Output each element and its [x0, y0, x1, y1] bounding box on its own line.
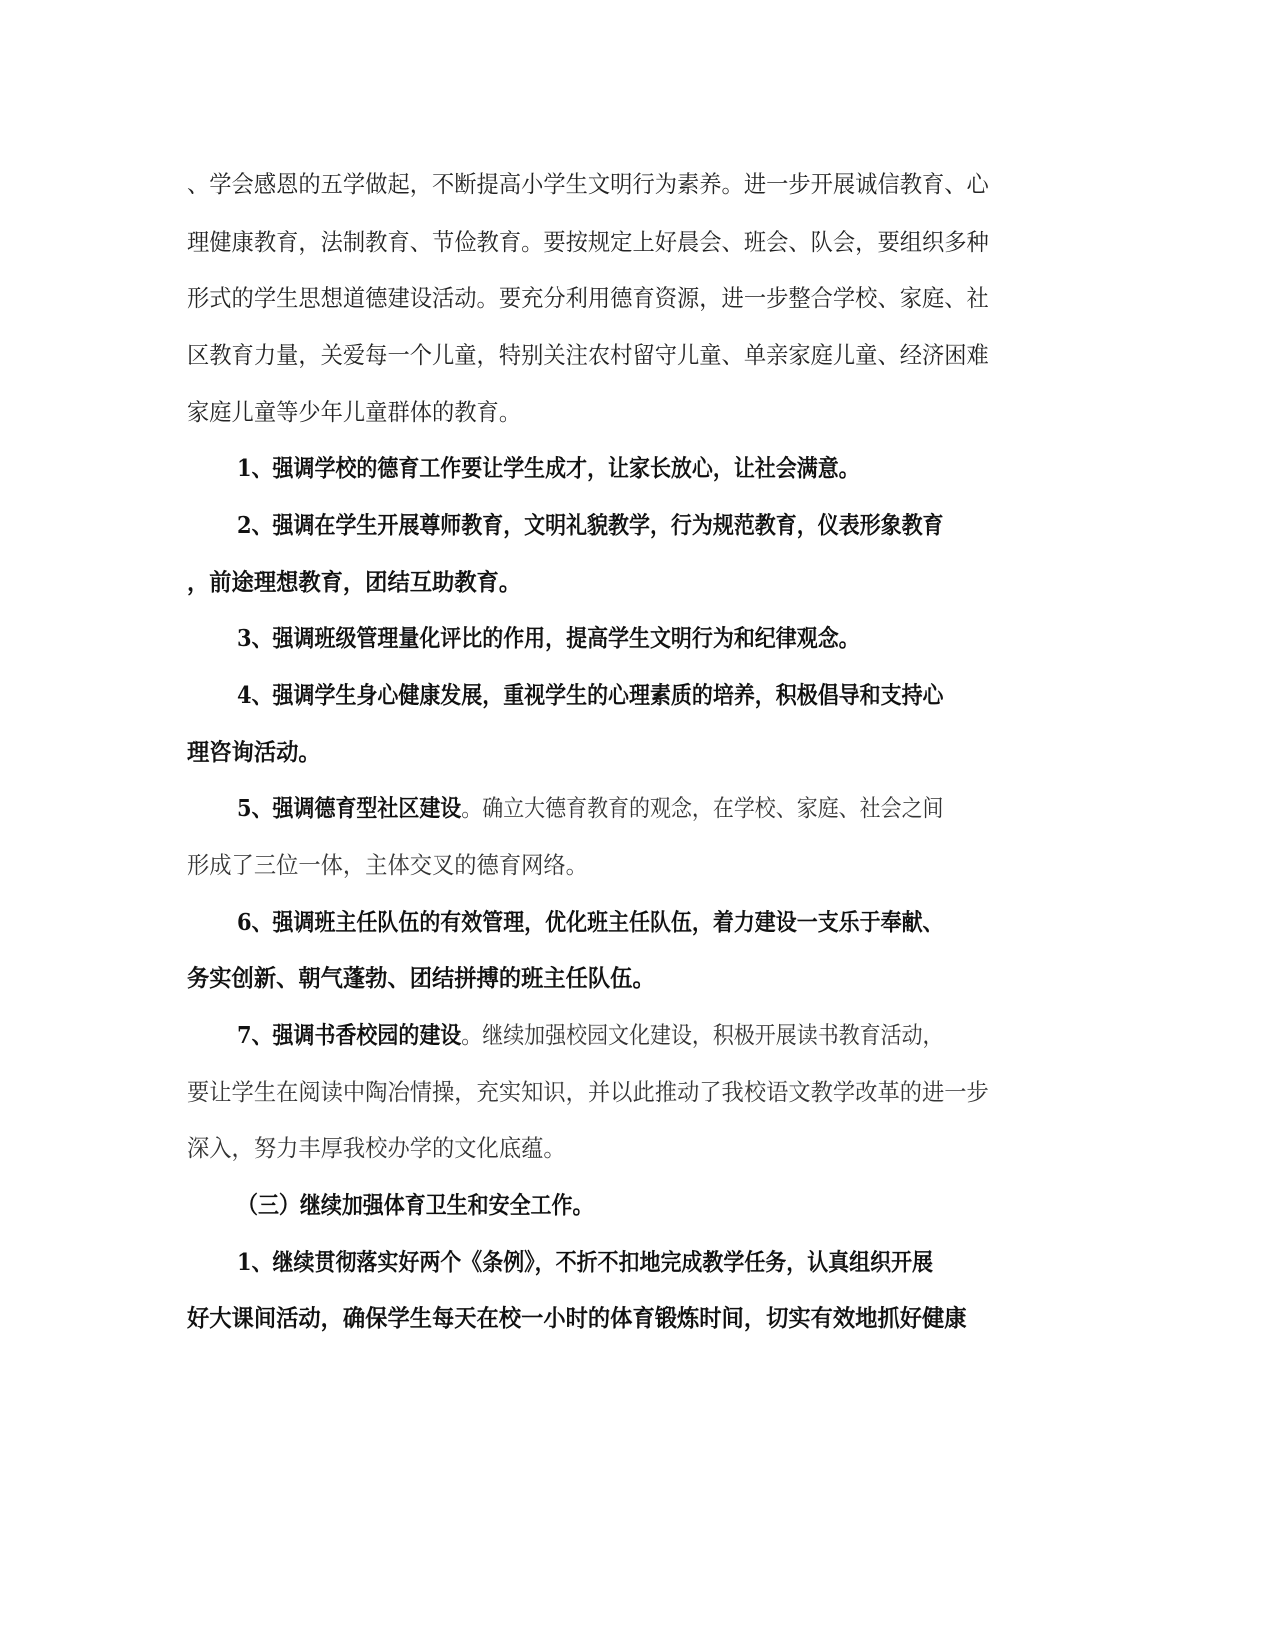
- body-line: [237, 902, 1040, 942]
- text-run: ，前途理想教育，团结互助教育。: [187, 568, 522, 596]
- body-line: [187, 1128, 1040, 1168]
- section-heading: [237, 1185, 1040, 1225]
- text-run: 形式的学生思想道德建设活动。要充分利用德育资源，进一步整合学校、家庭、社: [187, 284, 989, 312]
- body-line: [237, 1242, 1040, 1282]
- text-run: 务实创新、朝气蓬勃、团结拼搏的班主任队伍。: [187, 964, 655, 992]
- body-line: [187, 335, 1040, 375]
- body-line: [237, 788, 1040, 828]
- text-run: 1、继续贯彻落实好两个《条例》，不折不扣地完成教学任务，认真组织开展: [237, 1248, 934, 1276]
- text-run: 1、强调学校的德育工作要让学生成才，让家长放心，让社会满意。: [237, 454, 860, 482]
- body-line: [237, 618, 1040, 658]
- body-line: [187, 278, 1040, 318]
- body-line: [187, 392, 1040, 432]
- text-run: 4、强调学生身心健康发展，重视学生的心理素质的培养，积极倡导和支持心: [237, 681, 944, 709]
- body-line: [187, 222, 1040, 262]
- body-line: [237, 675, 1040, 715]
- text-run: 6、强调班主任队伍的有效管理，优化班主任队伍，着力建设一支乐于奉献、: [237, 908, 944, 936]
- body-line: [237, 448, 1040, 488]
- text-run: 5、强调德育型社区建设: [237, 794, 462, 822]
- body-line: [187, 958, 1040, 998]
- text-run: 理健康教育，法制教育、节俭教育。要按规定上好晨会、班会、队会，要组织多种: [187, 228, 989, 256]
- body-line: [187, 562, 1040, 602]
- text-run: 要让学生在阅读中陶冶情操，充实知识，并以此推动了我校语文教学改革的进一步: [187, 1078, 989, 1106]
- text-run: 理咨询活动。: [187, 738, 321, 766]
- text-run: 形成了三位一体，主体交叉的德育网络。: [187, 851, 588, 879]
- body-line: [187, 732, 1040, 772]
- body-line: [187, 1072, 1040, 1112]
- text-run: 区教育力量，关爱每一个儿童，特别关注农村留守儿童、单亲家庭儿童、经济困难: [187, 341, 989, 369]
- text-run: 好大课间活动，确保学生每天在校一小时的体育锻炼时间，切实有效地抓好健康: [187, 1304, 967, 1332]
- text-run: 2、强调在学生开展尊师教育，文明礼貌教学，行为规范教育，仪表形象教育: [237, 511, 944, 539]
- body-line: [237, 505, 1040, 545]
- text-run: 家庭儿童等少年儿童群体的教育。: [187, 398, 522, 426]
- body-line: [187, 1298, 1040, 1338]
- text-run: 。继续加强校园文化建设，积极开展读书教育活动，: [461, 1021, 944, 1049]
- body-line: [187, 164, 1040, 204]
- text-run: 7、强调书香校园的建设: [237, 1021, 462, 1049]
- text-run: 、学会感恩的五学做起，不断提高小学生文明行为素养。进一步开展诚信教育、心: [187, 170, 989, 198]
- text-run: 。确立大德育教育的观念，在学校、家庭、社会之间: [461, 794, 944, 822]
- text-run: 3、强调班级管理量化评比的作用，提高学生文明行为和纪律观念。: [237, 624, 860, 652]
- text-run: 深入，努力丰厚我校办学的文化底蕴。: [187, 1134, 566, 1162]
- body-line: [237, 1015, 1040, 1055]
- body-line: [187, 845, 1040, 885]
- text-run: （三）继续加强体育卫生和安全工作。: [237, 1191, 594, 1219]
